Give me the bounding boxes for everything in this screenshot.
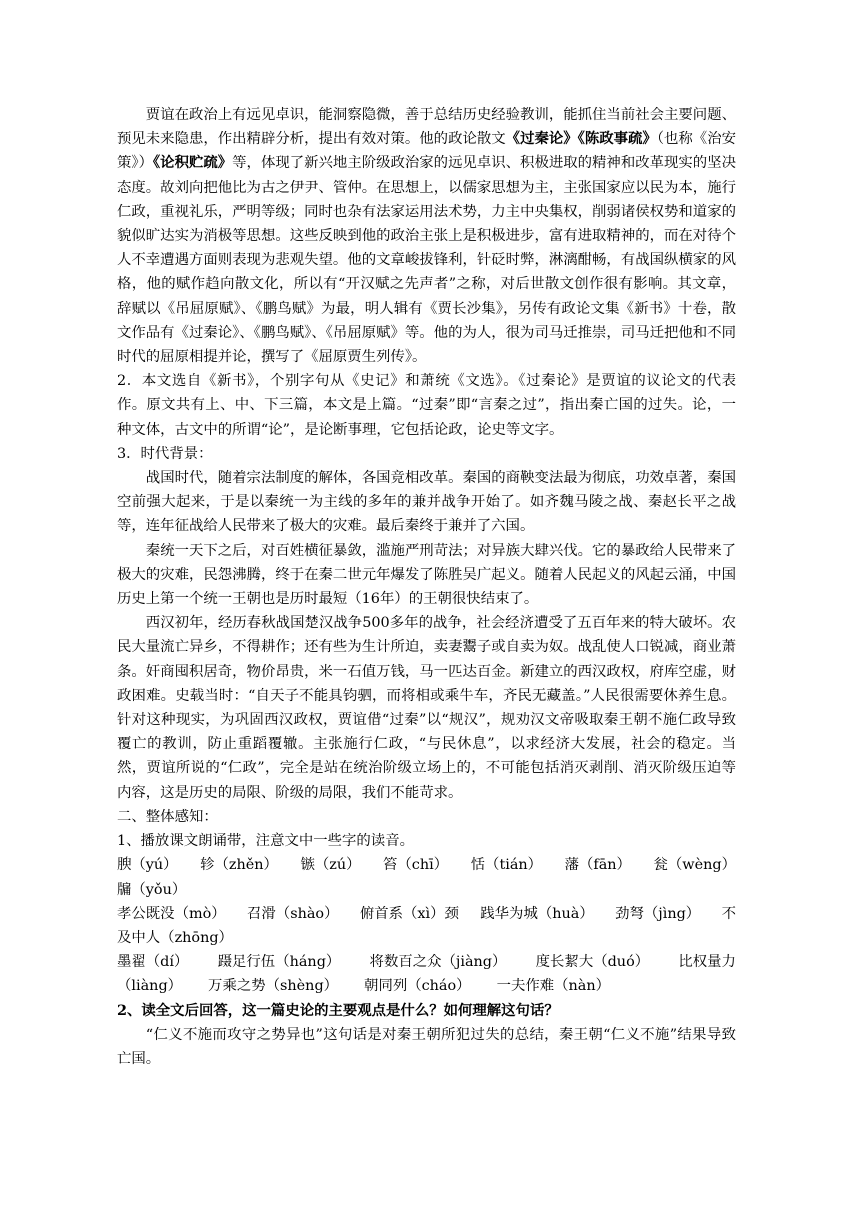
pron-item: 瓮（wèng） <box>653 857 736 874</box>
pron-item: 召滑（shào） <box>247 905 339 922</box>
document-page <box>117 103 736 1071</box>
pron-item: （liàng） <box>117 978 183 995</box>
question-2: 2、读全文后回答，这一篇史论的主要观点是什么？如何理解这句话？ <box>117 1001 559 1019</box>
question-1: 1、播放课文朗诵带，注意文中一些字的读音。 <box>117 833 414 850</box>
pron-item: 度长絜大（duó） <box>535 954 650 971</box>
paragraph-jia-yi-bio <box>117 103 736 369</box>
bio-text-3: 等，体现了新兴地主阶级政治家的远见卓识、积极进取的精神和改革现实的坚决态度。故刘向把他比为古之伊尹、管仲。在思想上，以儒家思想为主，主张国家应以民为本，施行仁政，重视礼乐，严明等级；同时也杂有法家运用法术势，力主中央集权，削弱诸侯权势和道家的貌似旷达实为消极等思想。这些反映到他的政治主张上是积极进步，富有进取精神的，而在对待个人不幸遭遇方面则表现为悲观失望。他的文章峻拔锋利，针砭时弊，淋漓酣畅，有战国纵横家的风格，他的赋作趋向散文化，所以有“开汉赋之先声者”之称，对后世散文创作很有影响。其文章，辞赋以《吊屈原赋》、《鹏鸟赋》为最，明人辑有《贾长沙集》，另传有政论文集《新书》十卷，散文作品有《过秦论》、《鹏鸟赋》、《吊屈原赋》等。他的为人，很为司马迁推崇，司马迁把他和不同时代的屈原相提并论，撰写了《屈原贾生列传》。 <box>117 155 736 366</box>
pron-item: 万乘之势（shèng） <box>208 978 339 995</box>
bold-titles-2: 《论积贮疏》 <box>152 154 233 172</box>
bio-text-2: （也称《治安策》） <box>117 131 736 172</box>
paragraph-western-han: 西汉初年，经历春秋战国楚汉战争500多年的战争，社会经济遭受了五百年来的特大破坏。农民大量流亡异乡，不得耕作；还有些为生计所迫，卖妻鬻子或自卖为奴。战乱使人口锐减，商业萧条。奸商囤积居奇，物价昂贵，米一石值万钱，马一匹达百金。新建立的西汉政权，府库空虚，财政困难。史载当时：“自天子不能具钧驷，而将相或乘牛车，齐民无藏盖。”人民很需要休养生息。针对这种现实，为巩固西汉政权，贾谊借“过秦”以“规汉”，规劝汉文帝吸取秦王朝不施仁政导致覆亡的教训，防止重蹈覆辙。主张施行仁政，“与民休息”，以求经济大发展，社会的稳定。当然，贾谊所说的“仁政”，完全是站在统治阶级立场上的，不可能包括消灭剥削、消灭阶级压迫等内容，这是历史的局限、阶级的局限，我们不能苛求。 <box>117 615 736 801</box>
pron-item: 劲弩（jìng） <box>615 905 701 922</box>
pron-item: 将数百之众（jiàng） <box>369 954 507 971</box>
pron-item: 俯首系（xì）颈 <box>359 905 459 922</box>
pron-item: 轸（zhěn） <box>200 857 278 874</box>
heading-background: 3．时代背景： <box>117 445 213 462</box>
answer-paragraph: “仁义不施而攻守之势异也”这句话是对秦王朝所犯过失的总结，秦王朝“仁义不施”结果导致亡国。 <box>117 1026 736 1067</box>
bio-text-1: 贾谊在政治上有远见卓识，能洞察隐微，善于总结历史经验教训，能抓住当前社会主要问题、预见未来隐患，作出精辟分析，提出有效对策。他的政论散文 <box>117 107 736 148</box>
pronunciation-row-1 <box>117 853 736 877</box>
pron-item: 比权量力 <box>678 954 736 971</box>
paragraph-source: 2．本文选自《新书》，个别字句从《史记》和萧统《文选》。《过秦论》是贾谊的议论文的代表作。原文共有上、中、下三篇，本文是上篇。“过秦”即“言秦之过”，指出秦亡国的过失。论，一种文体，古文中的所谓“论”，是论断事理，它包括论政，论史等文字。 <box>117 373 736 438</box>
pron-item: 不 <box>721 905 736 922</box>
pron-item: 笞（chī） <box>383 857 449 874</box>
pron-item: 朝同列（cháo） <box>364 978 471 995</box>
pron-item: 恬（tián） <box>470 857 543 874</box>
pronunciation-row-3 <box>117 950 736 974</box>
pronunciation-row-2-wrap: 及中人（zhōng） <box>117 929 233 946</box>
bold-titles-1: 《过秦论》《陈政事疏》 <box>505 130 657 148</box>
paragraph-warring-states: 战国时代，随着宗法制度的解体，各国竞相改革。秦国的商鞅变法最为彻底，功效卓著，秦国空前强大起来，于是以秦统一为主线的多年的兼并战争开始了。如齐魏马陵之战、秦赵长平之战等，连年征战给人民带来了极大的灾难。最后秦终于兼并了六国。 <box>117 470 736 535</box>
paragraph-qin-unification: 秦统一天下之后，对百姓横征暴敛，滥施严刑苛法；对异族大肆兴伐。它的暴政给人民带来了极大的灾难，民怨沸腾，终于在秦二世元年爆发了陈胜吴广起义。随着人民起义的风起云涌，中国历史上第一个统一王朝也是历时最短（16年）的王朝很快结束了。 <box>117 542 736 608</box>
pron-item: 蹑足行伍（háng） <box>217 954 341 971</box>
pron-item: 腴（yú） <box>117 857 178 874</box>
pron-item: 孝公既没（mò） <box>117 905 226 922</box>
pronunciation-row-2 <box>117 902 736 926</box>
pron-item: 墨翟（dí） <box>117 954 189 971</box>
pron-item: 藩（fān） <box>564 857 631 874</box>
pron-item: 镞（zú） <box>300 857 361 874</box>
pron-item: 践华为城（huà） <box>480 905 594 922</box>
pronunciation-row-4 <box>117 974 736 998</box>
pron-item: 一夫作难（nàn） <box>496 978 611 995</box>
section-heading-overall: 二、整体感知： <box>117 808 218 825</box>
pronunciation-row-1-wrap: 牖（yǒu） <box>117 881 187 898</box>
